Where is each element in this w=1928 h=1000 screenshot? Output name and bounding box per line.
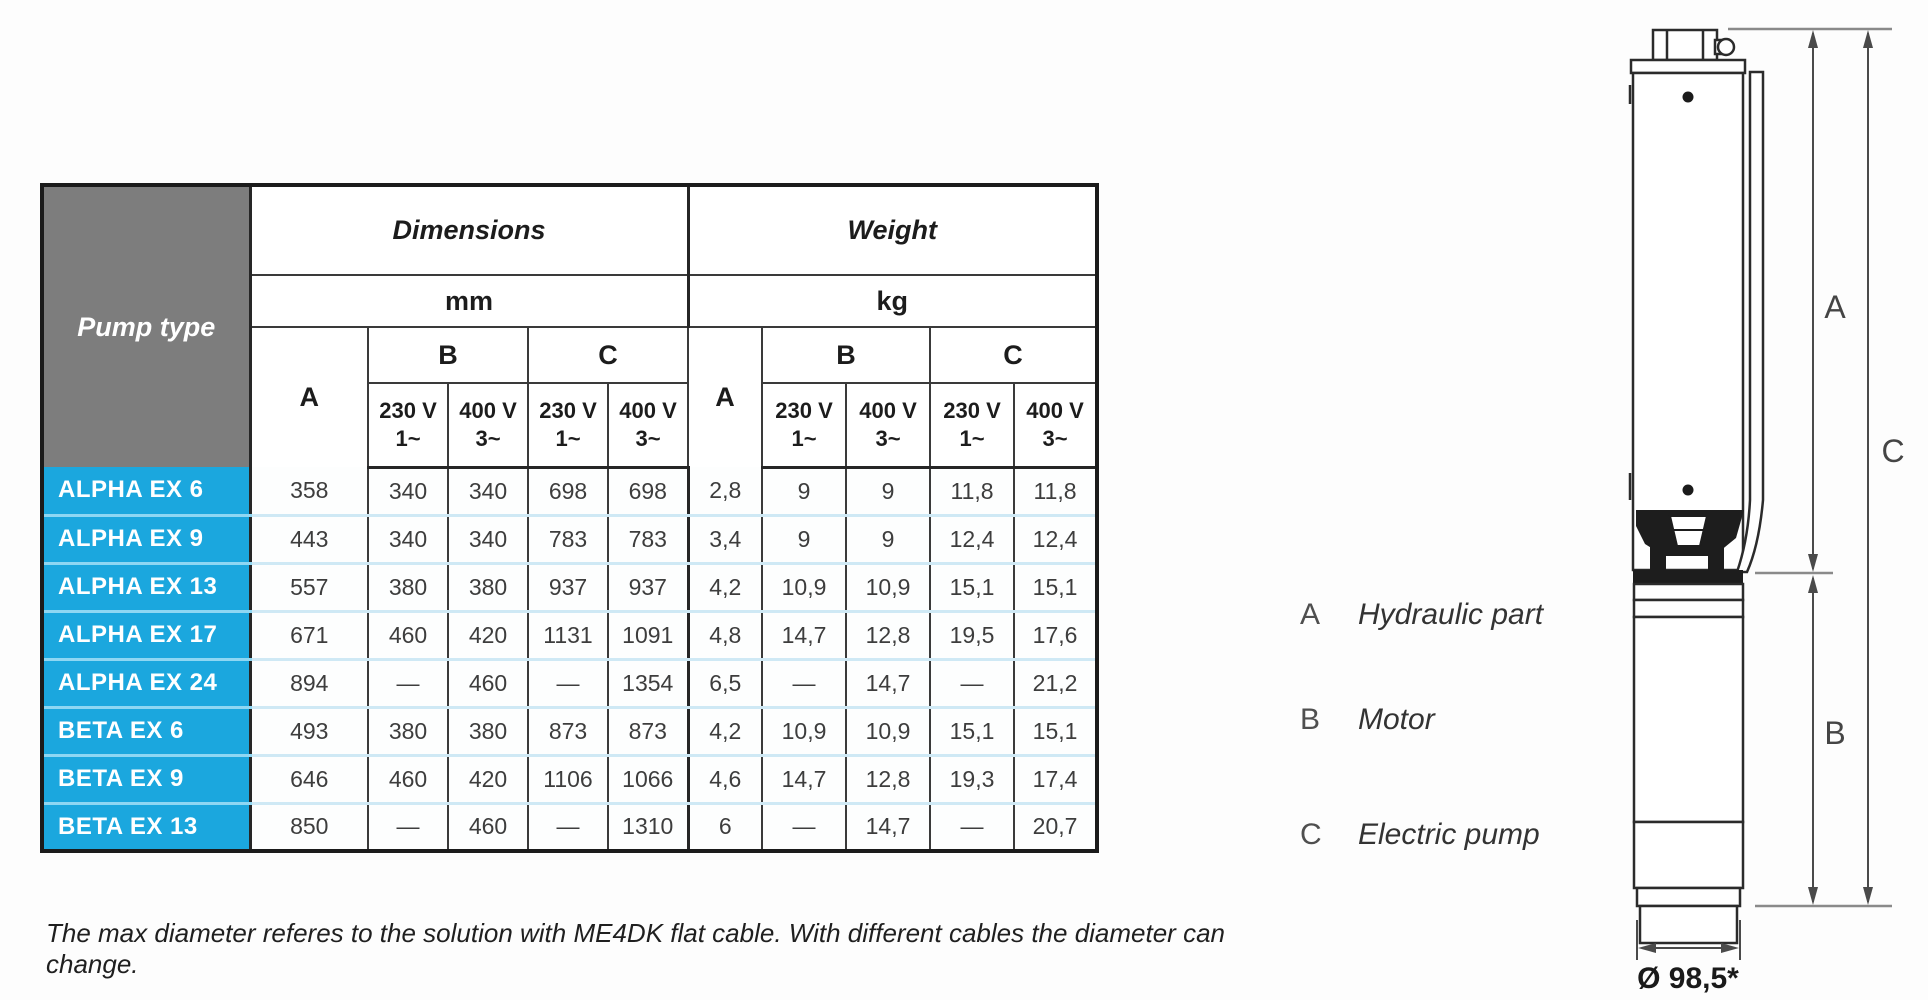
volt-header: 230 V 1~ bbox=[528, 383, 608, 467]
legend-key-a: A bbox=[1300, 598, 1321, 631]
value-cell: 10,9 bbox=[762, 563, 846, 611]
table-row bbox=[42, 611, 1097, 659]
col-header-b-weight: B bbox=[762, 327, 930, 383]
legend-key-b: B bbox=[1300, 703, 1321, 736]
dimension-c-label: C bbox=[1881, 433, 1905, 469]
motor-body bbox=[1634, 584, 1743, 943]
top-flange bbox=[1631, 60, 1745, 73]
value-cell: 460 bbox=[448, 803, 528, 851]
diameter-label: Ø 98,5* bbox=[1637, 962, 1739, 995]
col-header-c-dim: C bbox=[528, 327, 688, 383]
value-cell: 21,2 bbox=[1014, 659, 1097, 707]
value-cell: 12,4 bbox=[930, 515, 1014, 563]
value-cell: 646 bbox=[250, 755, 368, 803]
value-cell: — bbox=[368, 659, 448, 707]
pump-spec-table-wrap bbox=[40, 183, 1099, 853]
table-row bbox=[42, 803, 1097, 851]
value-cell: 11,8 bbox=[930, 467, 1014, 515]
value-cell: 15,1 bbox=[1014, 707, 1097, 755]
value-cell: 937 bbox=[528, 563, 608, 611]
value-cell: 340 bbox=[448, 467, 528, 515]
value-cell: 380 bbox=[368, 707, 448, 755]
value-cell: 6,5 bbox=[688, 659, 762, 707]
value-cell: 460 bbox=[448, 659, 528, 707]
value-cell: 358 bbox=[250, 467, 368, 515]
value-cell: 850 bbox=[250, 803, 368, 851]
pump-name-cell: BETA EX 13 bbox=[42, 803, 250, 851]
value-cell: 783 bbox=[528, 515, 608, 563]
pump-diagram-svg bbox=[1600, 0, 1928, 1000]
value-cell: 340 bbox=[368, 467, 448, 515]
volt-header: 230 V 1~ bbox=[762, 383, 846, 467]
group-header-dimensions: Dimensions bbox=[250, 185, 688, 275]
value-cell: 1131 bbox=[528, 611, 608, 659]
col-header-b-dim: B bbox=[368, 327, 528, 383]
value-cell: 19,3 bbox=[930, 755, 1014, 803]
value-cell: 380 bbox=[448, 707, 528, 755]
value-cell: 14,7 bbox=[762, 611, 846, 659]
value-cell: 698 bbox=[528, 467, 608, 515]
value-cell: 10,9 bbox=[846, 707, 930, 755]
value-cell: 9 bbox=[846, 467, 930, 515]
value-cell: 937 bbox=[608, 563, 688, 611]
volt-header: 400 V 3~ bbox=[448, 383, 528, 467]
value-cell: 4,6 bbox=[688, 755, 762, 803]
value-cell: 698 bbox=[608, 467, 688, 515]
value-cell: 460 bbox=[368, 755, 448, 803]
value-cell: 1354 bbox=[608, 659, 688, 707]
volt-header: 400 V 3~ bbox=[846, 383, 930, 467]
legend-item-a bbox=[1300, 598, 1543, 632]
value-cell: 17,6 bbox=[1014, 611, 1097, 659]
value-cell: 10,9 bbox=[762, 707, 846, 755]
value-cell: 380 bbox=[368, 563, 448, 611]
value-cell: 380 bbox=[448, 563, 528, 611]
hydraulic-body bbox=[1630, 73, 1743, 570]
volt-header: 230 V 1~ bbox=[368, 383, 448, 467]
col-header-a-weight: A bbox=[688, 327, 762, 467]
dimension-a-label: A bbox=[1824, 289, 1846, 325]
value-cell: 14,7 bbox=[846, 659, 930, 707]
value-cell: 873 bbox=[608, 707, 688, 755]
value-cell: 9 bbox=[762, 467, 846, 515]
legend-label-hydraulic-part: Hydraulic part bbox=[1358, 598, 1544, 631]
value-cell: 6 bbox=[688, 803, 762, 851]
value-cell: 15,1 bbox=[930, 707, 1014, 755]
discharge-port bbox=[1653, 30, 1734, 60]
value-cell: 783 bbox=[608, 515, 688, 563]
unit-header-mm: mm bbox=[250, 275, 688, 327]
group-header-weight: Weight bbox=[688, 185, 1097, 275]
value-cell: 340 bbox=[448, 515, 528, 563]
pump-name-cell: BETA EX 6 bbox=[42, 707, 250, 755]
pump-name-cell: ALPHA EX 9 bbox=[42, 515, 250, 563]
pump-name-cell: ALPHA EX 17 bbox=[42, 611, 250, 659]
table-row bbox=[42, 707, 1097, 755]
dimension-b-label: B bbox=[1824, 715, 1846, 751]
value-cell: 493 bbox=[250, 707, 368, 755]
value-cell: 1091 bbox=[608, 611, 688, 659]
pump-spec-table bbox=[40, 183, 1099, 853]
volt-header: 400 V 3~ bbox=[608, 383, 688, 467]
value-cell: 12,4 bbox=[1014, 515, 1097, 563]
pump-name-cell: ALPHA EX 24 bbox=[42, 659, 250, 707]
screw-dot bbox=[1683, 485, 1694, 496]
value-cell: 3,4 bbox=[688, 515, 762, 563]
value-cell: 340 bbox=[368, 515, 448, 563]
value-cell: 14,7 bbox=[762, 755, 846, 803]
col-header-a-dim: A bbox=[250, 327, 368, 467]
legend-label-electric-pump: Electric pump bbox=[1358, 818, 1540, 851]
value-cell: 460 bbox=[368, 611, 448, 659]
pump-diagram bbox=[1600, 0, 1928, 1000]
volt-header: 400 V 3~ bbox=[1014, 383, 1097, 467]
value-cell: — bbox=[528, 803, 608, 851]
value-cell: 10,9 bbox=[846, 563, 930, 611]
legend-key-c: C bbox=[1300, 818, 1322, 851]
footnote-text: The max diameter referes to the solution with ME4DK flat cable. With different cables the diameter can change. bbox=[46, 918, 1225, 979]
unit-header-kg: kg bbox=[688, 275, 1097, 327]
pump-name-cell: ALPHA EX 6 bbox=[42, 467, 250, 515]
table-row bbox=[42, 515, 1097, 563]
value-cell: — bbox=[528, 659, 608, 707]
value-cell: 1310 bbox=[608, 803, 688, 851]
value-cell: 1066 bbox=[608, 755, 688, 803]
legend-item-b bbox=[1300, 703, 1435, 737]
value-cell: 19,5 bbox=[930, 611, 1014, 659]
value-cell: 420 bbox=[448, 755, 528, 803]
value-cell: 443 bbox=[250, 515, 368, 563]
value-cell: 873 bbox=[528, 707, 608, 755]
value-cell: — bbox=[930, 659, 1014, 707]
value-cell: 11,8 bbox=[1014, 467, 1097, 515]
value-cell: — bbox=[762, 659, 846, 707]
table-row bbox=[42, 563, 1097, 611]
col-header-c-weight: C bbox=[930, 327, 1097, 383]
pump-type-header: Pump type bbox=[42, 185, 250, 467]
value-cell: — bbox=[762, 803, 846, 851]
pump-name-cell: BETA EX 9 bbox=[42, 755, 250, 803]
screw-dot bbox=[1683, 92, 1694, 103]
value-cell: 15,1 bbox=[1014, 563, 1097, 611]
pump-name-cell: ALPHA EX 13 bbox=[42, 563, 250, 611]
value-cell: 15,1 bbox=[930, 563, 1014, 611]
volt-header: 230 V 1~ bbox=[930, 383, 1014, 467]
value-cell: 4,2 bbox=[688, 563, 762, 611]
value-cell: 4,8 bbox=[688, 611, 762, 659]
value-cell: 557 bbox=[250, 563, 368, 611]
value-cell: 17,4 bbox=[1014, 755, 1097, 803]
value-cell: 2,8 bbox=[688, 467, 762, 515]
table-row bbox=[42, 755, 1097, 803]
value-cell: — bbox=[368, 803, 448, 851]
value-cell: 894 bbox=[250, 659, 368, 707]
value-cell: 4,2 bbox=[688, 707, 762, 755]
value-cell: 14,7 bbox=[846, 803, 930, 851]
legend-label-motor: Motor bbox=[1358, 703, 1435, 736]
table-row bbox=[42, 467, 1097, 515]
value-cell: 12,8 bbox=[846, 755, 930, 803]
value-cell: 20,7 bbox=[1014, 803, 1097, 851]
value-cell: — bbox=[930, 803, 1014, 851]
legend-item-c bbox=[1300, 818, 1540, 852]
value-cell: 9 bbox=[846, 515, 930, 563]
value-cell: 1106 bbox=[528, 755, 608, 803]
table-row bbox=[42, 659, 1097, 707]
value-cell: 420 bbox=[448, 611, 528, 659]
value-cell: 12,8 bbox=[846, 611, 930, 659]
value-cell: 9 bbox=[762, 515, 846, 563]
value-cell: 671 bbox=[250, 611, 368, 659]
